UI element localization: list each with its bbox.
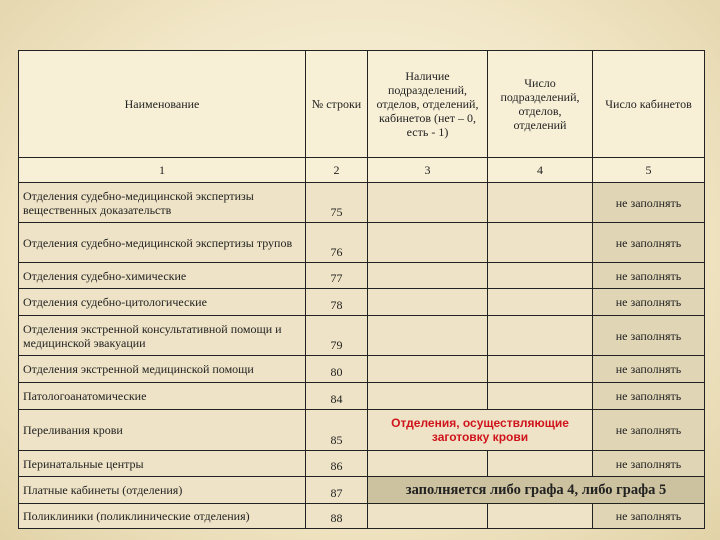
table-row [19, 263, 705, 289]
row-number: 78 [306, 289, 368, 316]
row-name: Патологоанатомические [19, 383, 306, 410]
row-name: Отделения экстренной консультативной помощи и медицинской эвакуации [19, 316, 306, 356]
cell-presence[interactable] [368, 183, 488, 223]
row-name: Поликлиники (поликлинические отделения) [19, 504, 306, 529]
cell-do-not-fill: не заполнять [593, 504, 705, 529]
cell-count[interactable] [488, 451, 593, 477]
table-row [19, 477, 705, 504]
row-name: Отделения судебно-медицинской экспертизы трупов [19, 223, 306, 263]
row-name: Перинатальные центры [19, 451, 306, 477]
row-number: 84 [306, 383, 368, 410]
cell-count[interactable] [488, 316, 593, 356]
header-count-rooms: Число кабинетов [593, 51, 705, 158]
cell-presence[interactable] [368, 316, 488, 356]
header-count-units: Число подразделений, отделов, отделений [488, 51, 593, 158]
cell-do-not-fill: не заполнять [593, 263, 705, 289]
table-row [19, 223, 705, 263]
cell-presence[interactable] [368, 451, 488, 477]
cell-count[interactable] [488, 504, 593, 529]
row-number: 79 [306, 316, 368, 356]
row-number: 86 [306, 451, 368, 477]
table-row [19, 504, 705, 529]
table-row [19, 289, 705, 316]
row-name: Отделения экстренной медицинской помощи [19, 356, 306, 383]
cell-do-not-fill: не заполнять [593, 183, 705, 223]
row-number: 88 [306, 504, 368, 529]
cell-count[interactable] [488, 223, 593, 263]
cell-presence[interactable] [368, 263, 488, 289]
cell-count[interactable] [488, 383, 593, 410]
cell-count[interactable] [488, 183, 593, 223]
cell-do-not-fill: не заполнять [593, 356, 705, 383]
row-name: Отделения судебно-цитологические [19, 289, 306, 316]
blood-procurement-note: Отделения, осуществляющие заготовку крови [368, 410, 593, 451]
col-number: 4 [488, 158, 593, 183]
cell-presence[interactable] [368, 356, 488, 383]
cell-do-not-fill: не заполнять [593, 451, 705, 477]
cell-do-not-fill: не заполнять [593, 383, 705, 410]
table-row [19, 383, 705, 410]
row-name: Платные кабинеты (отделения) [19, 477, 306, 504]
table-row [19, 316, 705, 356]
table-row [19, 451, 705, 477]
row-name: Отделения судебно-медицинской экспертизы вещественных доказательств [19, 183, 306, 223]
col-number: 5 [593, 158, 705, 183]
table-row [19, 183, 705, 223]
col-number: 3 [368, 158, 488, 183]
fill-either-note: заполняется либо графа 4, либо графа 5 [368, 477, 705, 504]
col-number: 2 [306, 158, 368, 183]
row-name: Переливания крови [19, 410, 306, 451]
cell-presence[interactable] [368, 504, 488, 529]
row-number: 75 [306, 183, 368, 223]
row-number: 87 [306, 477, 368, 504]
cell-do-not-fill: не заполнять [593, 410, 705, 451]
row-number: 76 [306, 223, 368, 263]
row-number: 80 [306, 356, 368, 383]
row-name: Отделения судебно-химические [19, 263, 306, 289]
cell-count[interactable] [488, 356, 593, 383]
cell-do-not-fill: не заполнять [593, 223, 705, 263]
cell-presence[interactable] [368, 223, 488, 263]
header-name: Наименование [19, 51, 306, 158]
header-row-no: № строки [306, 51, 368, 158]
table-row [19, 356, 705, 383]
row-number: 85 [306, 410, 368, 451]
col-number: 1 [19, 158, 306, 183]
row-number: 77 [306, 263, 368, 289]
report-table [18, 50, 705, 529]
cell-do-not-fill: не заполнять [593, 316, 705, 356]
cell-count[interactable] [488, 263, 593, 289]
header-presence: Наличие подразделений, отделов, отделений, кабинетов (нет – 0, есть - 1) [368, 51, 488, 158]
cell-presence[interactable] [368, 289, 488, 316]
cell-count[interactable] [488, 289, 593, 316]
cell-do-not-fill: не заполнять [593, 289, 705, 316]
cell-presence[interactable] [368, 383, 488, 410]
table-row [19, 410, 705, 451]
